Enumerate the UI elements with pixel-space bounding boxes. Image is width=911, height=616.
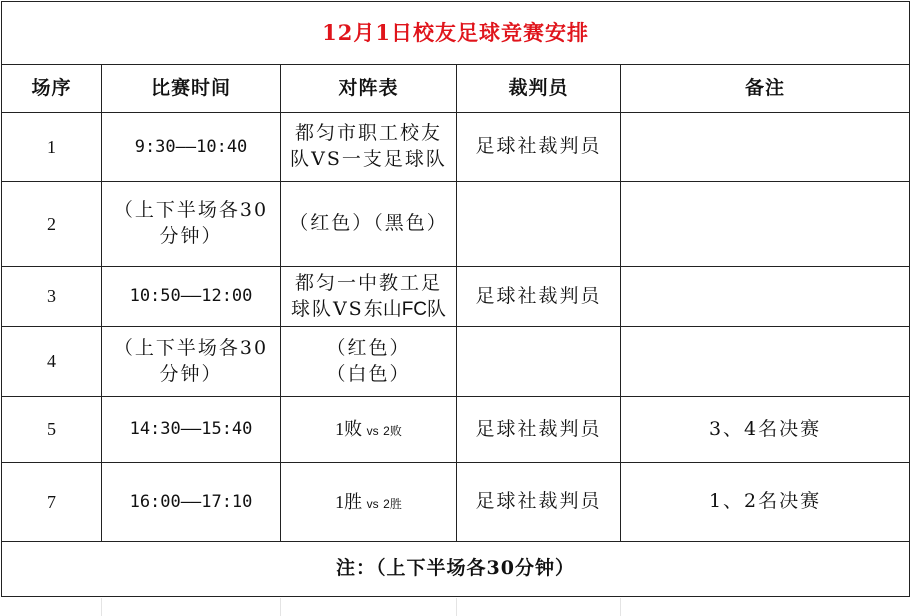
row-time [102, 182, 281, 267]
matchup-line: （红色） [326, 336, 411, 359]
row-time: 9:30——10:40 [102, 113, 281, 182]
page-title: 12月1日校友足球竞赛安排 [2, 2, 910, 65]
table-row [2, 397, 910, 463]
row-order: 3 [2, 267, 102, 327]
matchup-team-a: 球队VS [290, 297, 364, 320]
header-remarks: 备注 [621, 65, 910, 113]
row-remarks: 1、2名决赛 [621, 463, 910, 542]
matchup-team-b: 2败 [383, 424, 402, 439]
row-remarks [621, 327, 910, 397]
header-time: 比赛时间 [102, 65, 281, 113]
matchup-team-a: 1胜 [335, 491, 363, 512]
row-order: 2 [2, 182, 102, 267]
matchup-team-a: 1败 [335, 419, 363, 440]
time-line: 分钟） [159, 362, 223, 385]
matchup-line: 都匀市职工校友 [294, 122, 442, 145]
row-matchup [281, 463, 457, 542]
header-row [2, 65, 910, 113]
row-order: 5 [2, 397, 102, 463]
row-remarks [621, 182, 910, 267]
row-matchup [281, 397, 457, 463]
matchup-line: 队VS一支足球队 [290, 148, 447, 170]
row-time [102, 327, 281, 397]
row-matchup: （红色）（黑色） [281, 182, 457, 267]
matchup-team-b: 2胜 [383, 496, 402, 511]
row-referee [457, 182, 621, 267]
row-order: 1 [2, 113, 102, 182]
faint-line [101, 598, 102, 616]
row-matchup [281, 113, 457, 182]
row-order: 4 [2, 327, 102, 397]
row-referee: 足球社裁判员 [457, 397, 621, 463]
matchup-line: （白色） [326, 362, 411, 385]
row-remarks [621, 113, 910, 182]
table-row [2, 327, 910, 397]
table-row [2, 267, 910, 327]
faint-line [456, 598, 457, 616]
table-row [2, 463, 910, 542]
header-referee: 裁判员 [457, 65, 621, 113]
row-time: 16:00——17:10 [102, 463, 281, 542]
row-referee: 足球社裁判员 [457, 463, 621, 542]
time-line: 分钟） [159, 225, 223, 247]
footer-note: 注：（上下半场各30分钟） [2, 542, 910, 597]
row-referee: 足球社裁判员 [457, 113, 621, 182]
row-matchup [281, 267, 457, 327]
header-matchup: 对阵表 [281, 65, 457, 113]
faint-grid-lines [0, 598, 911, 616]
time-line: （上下半场各30 [113, 336, 269, 359]
row-remarks [621, 267, 910, 327]
row-matchup [281, 327, 457, 397]
row-referee: 足球社裁判员 [457, 267, 621, 327]
schedule-table [1, 1, 910, 597]
matchup-vs: vs [366, 496, 379, 511]
faint-line [280, 598, 281, 616]
matchup-vs: vs [366, 424, 379, 439]
table-row [2, 182, 910, 267]
row-time: 10:50——12:00 [102, 267, 281, 327]
matchup-team-b: 东山FC队 [363, 298, 447, 320]
time-line: （上下半场各30 [113, 199, 269, 222]
row-order: 7 [2, 463, 102, 542]
header-order: 场序 [2, 65, 102, 113]
faint-line [620, 598, 621, 616]
title-row [2, 2, 910, 65]
row-referee [457, 327, 621, 397]
row-time: 14:30——15:40 [102, 397, 281, 463]
matchup-line [285, 297, 452, 323]
row-remarks: 3、4名决赛 [621, 397, 910, 463]
matchup-line: 都匀一中教工足 [294, 271, 442, 294]
table-row [2, 113, 910, 182]
footer-row [2, 542, 910, 597]
